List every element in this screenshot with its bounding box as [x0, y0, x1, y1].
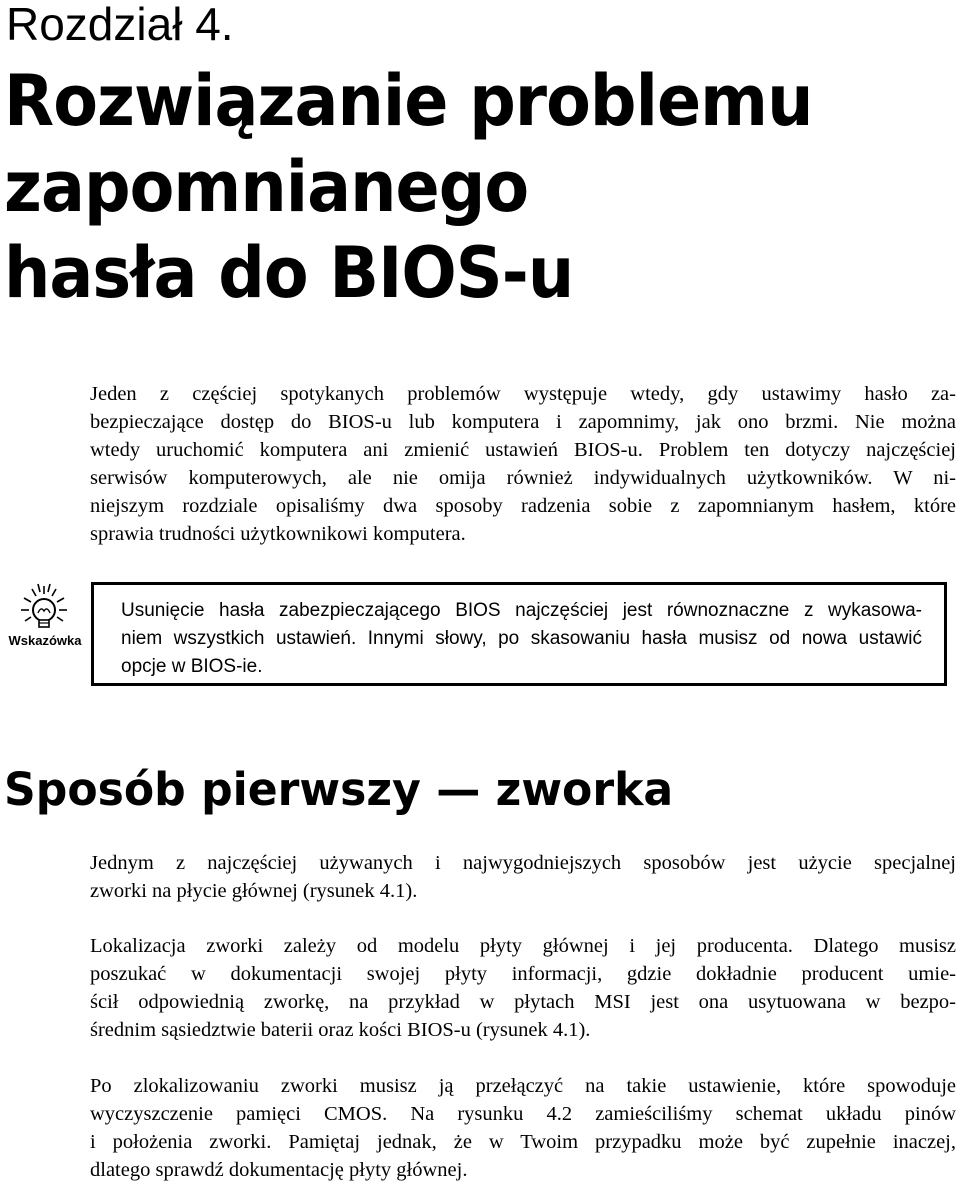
- tip-text-line: niem wszystkich ustawień. Innymi słowy, po skasowaniu hasła musisz od nowa ustawić: [121, 628, 922, 649]
- text-line: ścił odpowiednią zworkę, na przykład w płytach MSI jest ona usytuowana w bezpo-: [90, 991, 956, 1013]
- text-line: wtedy uruchomić komputera ani zmienić ustawień BIOS-u. Problem ten dotyczy najczęściej: [90, 439, 956, 461]
- text-line: Po zlokalizowaniu zworki musisz ją przełączyć na takie ustawienie, które spowoduje: [90, 1075, 956, 1097]
- tip-text-line: Usunięcie hasła zabezpieczającego BIOS najczęściej jest równoznaczne z wykasowa-: [121, 600, 922, 621]
- lightbulb-icon: [4, 582, 86, 652]
- body-paragraph: [90, 932, 956, 1044]
- chapter-title-line: hasła do BIOS-u: [4, 232, 574, 314]
- text-line: dlatego sprawdź dokumentację płyty głównej.: [90, 1159, 468, 1181]
- text-line: wyczyszczenie pamięci CMOS. Na rysunku 4.2 zamieściliśmy schemat układu pinów: [90, 1103, 956, 1125]
- text-line: Jeden z częściej spotykanych problemów występuje wtedy, gdy ustawimy hasło za-: [90, 383, 956, 405]
- text-line: niejszym rozdziale opisaliśmy dwa sposoby radzenia sobie z zapomnianym hasłem, które: [90, 495, 956, 517]
- text-line: bezpieczające dostęp do BIOS-u lub komputera i zapomnimy, jak ono brzmi. Nie można: [90, 411, 956, 433]
- text-line: poszukać w dokumentacji swojej płyty informacji, gdzie dokładnie producent umie-: [90, 963, 956, 985]
- body-paragraph: [90, 1072, 956, 1184]
- tip-lightbulb-icon: [4, 582, 86, 652]
- tip-text-line: opcje w BIOS-ie.: [121, 656, 263, 677]
- text-line: średnim sąsiedztwie baterii oraz kości BIOS-u (rysunek 4.1).: [90, 1019, 591, 1041]
- chapter-label: Rozdział 4.: [6, 0, 234, 50]
- chapter-title-line: Rozwiązanie problemu: [4, 60, 813, 142]
- text-line: Jednym z najczęściej używanych i najwygodniejszych sposobów jest użycie specjalnej: [90, 852, 956, 874]
- text-line: i położenia zworki. Pamiętaj jednak, że w Twoim przypadku może być zupełnie inaczej,: [90, 1131, 956, 1153]
- chapter-title: [4, 58, 813, 316]
- text-line: Lokalizacja zworki zależy od modelu płyty głównej i jej producenta. Dlatego musisz: [90, 935, 956, 957]
- tip-box: [91, 582, 947, 686]
- section-title: Sposób pierwszy — zworka: [4, 763, 674, 816]
- chapter-title-line: zapomnianego: [4, 146, 529, 228]
- text-line: zworki na płycie głównej (rysunek 4.1).: [90, 880, 418, 902]
- tip-label: Wskazówka: [8, 633, 82, 648]
- body-paragraph: [90, 849, 956, 905]
- text-line: serwisów komputerowych, ale nie omija również indywidualnych użytkowników. W ni-: [90, 467, 956, 489]
- intro-paragraph: [90, 380, 956, 548]
- text-line: sprawia trudności użytkownikowi komputera.: [90, 523, 466, 545]
